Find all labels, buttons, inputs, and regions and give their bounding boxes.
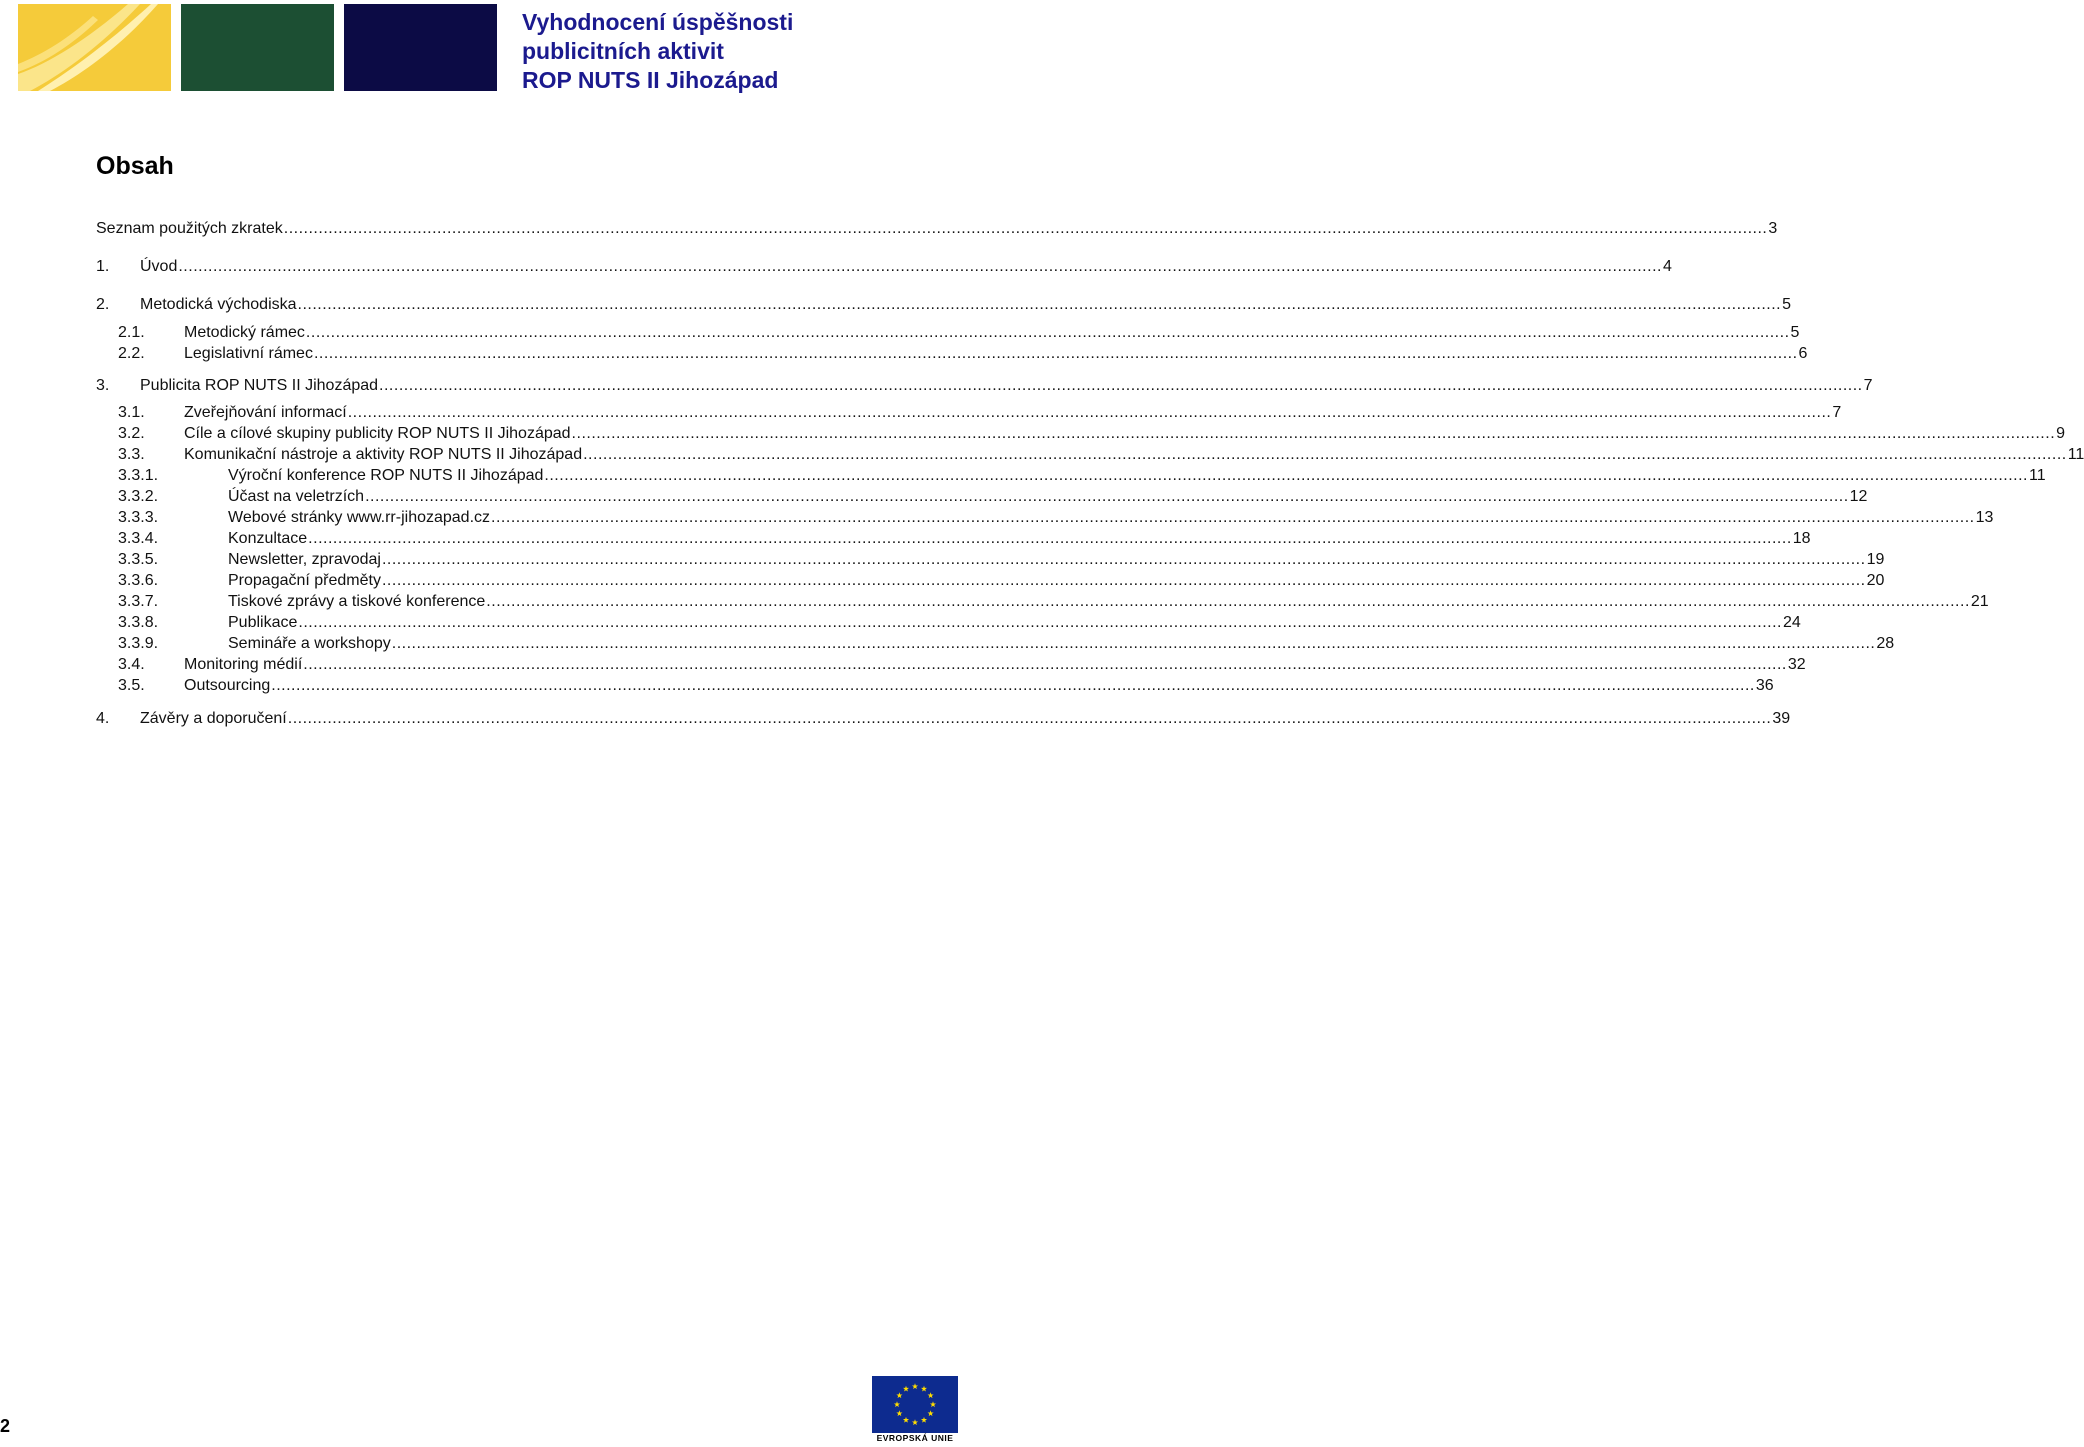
toc-entry-number: 3.3.6. (118, 572, 159, 589)
toc-leader-dots: ............................................................................................................................................................................................................................................................................................................ (391, 635, 1876, 652)
toc-entry[interactable] (96, 254, 1672, 276)
toc-entry[interactable] (118, 484, 1868, 506)
toc-entry-label: Legislativní rámec (184, 345, 313, 362)
toc-entry-page: 32 (1787, 656, 1806, 673)
toc-entry-page: 13 (1975, 509, 1994, 526)
toc-entry-page: 7 (1832, 404, 1842, 421)
toc-entry[interactable] (118, 526, 1811, 548)
toc-entry-label: Konzultace (228, 530, 308, 547)
toc-leader-dots: ............................................................................................................................................................................................................................................................................................................ (583, 446, 2067, 463)
toc-entry-number: 2. (96, 296, 110, 313)
title-line: ROP NUTS II Jihozápad (522, 67, 779, 93)
toc-entry-page: 3 (1768, 220, 1778, 237)
toc-entry-page: 24 (1782, 614, 1801, 631)
toc-leader-dots: ............................................................................................................................................................................................................................................................................................................ (298, 614, 1782, 631)
toc-leader-dots: ............................................................................................................................................................................................................................................................................................................ (571, 425, 2056, 442)
toc-entry-page: 12 (1849, 488, 1868, 505)
toc-leader-dots: ............................................................................................................................................................................................................................................................................................................ (486, 593, 1970, 610)
toc-entry-number: 3.3.3. (118, 509, 159, 526)
toc-entry-label: Komunikační nástroje a aktivity ROP NUTS II Jihozápad (184, 446, 583, 463)
toc-leader-dots: ............................................................................................................................................................................................................................................................................................................ (178, 258, 1662, 275)
toc-leader-dots: ............................................................................................................................................................................................................................................................................................................ (283, 220, 1768, 237)
toc-entry-page: 28 (1876, 635, 1895, 652)
toc-entry-number: 3.3.1. (118, 467, 159, 484)
toc-leader-dots: ............................................................................................................................................................................................................................................................................................................ (287, 710, 1772, 727)
toc-entry[interactable] (96, 292, 1792, 314)
toc-entry[interactable] (118, 505, 1994, 527)
toc-entry-number: 2.2. (118, 345, 145, 362)
toc-entry[interactable] (118, 547, 1885, 569)
toc-entry[interactable] (118, 442, 2084, 464)
eu-star-icon (921, 1386, 927, 1392)
toc-leader-dots: ............................................................................................................................................................................................................................................................................................................ (544, 467, 2028, 484)
toc-entry-page: 20 (1866, 572, 1885, 589)
toc-entry-page: 11 (2029, 467, 2046, 484)
eu-star-icon (930, 1401, 936, 1407)
eu-star-icon (903, 1386, 909, 1392)
toc-entry-number: 3.3.8. (118, 614, 159, 631)
toc-entry-label: Úvod (140, 258, 178, 275)
logo-swoosh-icon (18, 4, 171, 91)
toc-leader-dots: ............................................................................................................................................................................................................................................................................................................ (365, 488, 1849, 505)
toc-entry-page: 7 (1863, 377, 1873, 394)
eu-star-icon (903, 1417, 909, 1423)
toc-entry-page: 11 (2067, 446, 2084, 463)
toc-entry-number: 3.3.4. (118, 530, 159, 547)
title-line: Vyhodnocení úspěšnosti (522, 9, 794, 35)
toc-entry-number: 3.5. (118, 677, 145, 694)
toc-entry-page: 21 (1970, 593, 1989, 610)
page-number: 2 (0, 1416, 11, 1436)
toc-entry-label: Závěry a doporučení (140, 710, 287, 727)
toc-entry[interactable] (118, 400, 1842, 422)
toc-entry-page: 5 (1790, 324, 1800, 341)
toc-leader-dots: ............................................................................................................................................................................................................................................................................................................ (297, 296, 1782, 313)
eu-star-icon (896, 1392, 902, 1398)
eu-star-icon (896, 1410, 902, 1416)
toc-entry-page: 18 (1792, 530, 1811, 547)
toc-entry[interactable] (118, 610, 1801, 632)
toc-leader-dots: ............................................................................................................................................................................................................................................................................................................ (347, 404, 1832, 421)
toc-leader-dots: ............................................................................................................................................................................................................................................................................................................ (491, 509, 1975, 526)
toc-entry[interactable] (118, 652, 1806, 674)
eu-star-icon (894, 1401, 900, 1407)
toc-entry-number: 1. (96, 258, 110, 275)
toc-leader-dots: ............................................................................................................................................................................................................................................................................................................ (381, 551, 1866, 568)
toc-entry-number: 3.3.7. (118, 593, 159, 610)
eu-caption: EVROPSKÁ UNIE (876, 1433, 954, 1443)
header-navy-block (344, 4, 497, 91)
toc-entry-number: 3.4. (118, 656, 145, 673)
toc-leader-dots: ............................................................................................................................................................................................................................................................................................................ (305, 324, 1790, 341)
toc-entry-label: Newsletter, zpravodaj (228, 551, 381, 568)
toc-entry-number: 3.3.9. (118, 635, 159, 652)
toc-entry-label: Semináře a workshopy (228, 635, 391, 652)
header-logo-yellow-block (18, 4, 171, 91)
toc-entry-number: 3. (96, 377, 110, 394)
toc-entry-label: Zveřejňování informací (184, 404, 347, 421)
toc-entry[interactable] (118, 341, 1808, 363)
toc-entry-page: 5 (1782, 296, 1792, 313)
toc-leader-dots: ............................................................................................................................................................................................................................................................................................................ (313, 345, 1798, 362)
toc-entry-label: Metodický rámec (184, 324, 305, 341)
toc-entry-label: Výroční konference ROP NUTS II Jihozápad (228, 467, 544, 484)
toc-entry[interactable] (96, 706, 1791, 728)
toc-entry-label: Cíle a cílové skupiny publicity ROP NUTS II Jihozápad (184, 425, 571, 442)
toc-entry-label: Webové stránky www.rr-jihozapad.cz (228, 509, 491, 526)
toc-leader-dots: ............................................................................................................................................................................................................................................................................................................ (381, 572, 1866, 589)
toc-leader-dots: ............................................................................................................................................................................................................................................................................................................ (303, 656, 1787, 673)
toc-entry[interactable] (118, 568, 1885, 590)
toc-entry-label: Monitoring médií (184, 656, 303, 673)
eu-star-icon (921, 1417, 927, 1423)
toc-heading: Obsah (96, 152, 174, 180)
toc-entry-number: 4. (96, 710, 110, 727)
toc-entry-label: Seznam použitých zkratek (96, 220, 283, 237)
toc-entry-label: Publikace (228, 614, 298, 631)
toc-entry-number: 3.1. (118, 404, 145, 421)
toc-entry[interactable] (96, 216, 1778, 238)
toc-entry-page: 36 (1755, 677, 1774, 694)
eu-flag-icon (872, 1376, 958, 1433)
toc-entry[interactable] (118, 589, 1989, 611)
header-green-block (181, 4, 334, 91)
toc-entry-number: 3.3. (118, 446, 145, 463)
toc-entry[interactable] (118, 320, 1800, 342)
eu-star-icon (912, 1383, 918, 1389)
toc-entry[interactable] (118, 463, 2046, 485)
toc-entry[interactable] (118, 421, 2066, 443)
toc-entry-number: 3.3.2. (118, 488, 159, 505)
toc-entry-page: 9 (2056, 425, 2066, 442)
toc-leader-dots: ............................................................................................................................................................................................................................................................................................................ (308, 530, 1792, 547)
eu-star-icon (912, 1419, 918, 1425)
eu-star-icon (928, 1410, 934, 1416)
document-title (522, 8, 952, 95)
toc-entry-label: Tiskové zprávy a tiskové konference (228, 593, 486, 610)
toc-entry-page: 19 (1866, 551, 1885, 568)
toc-entry-page: 39 (1772, 710, 1791, 727)
toc-entry-label: Účast na veletrzích (228, 488, 365, 505)
toc-entry-page: 4 (1662, 258, 1672, 275)
toc-entry-page: 6 (1798, 345, 1808, 362)
toc-entry-number: 3.2. (118, 425, 145, 442)
toc-entry[interactable] (118, 631, 1895, 653)
toc-entry-label: Propagační předměty (228, 572, 381, 589)
toc-leader-dots: ............................................................................................................................................................................................................................................................................................................ (379, 377, 1863, 394)
toc-entry-label: Metodická východiska (140, 296, 297, 313)
toc-entry[interactable] (96, 373, 1873, 395)
toc-entry-label: Outsourcing (184, 677, 271, 694)
toc-entry-number: 2.1. (118, 324, 145, 341)
toc-entry-number: 3.3.5. (118, 551, 159, 568)
eu-star-icon (928, 1392, 934, 1398)
title-line: publicitních aktivit (522, 38, 724, 64)
toc-entry-label: Publicita ROP NUTS II Jihozápad (140, 377, 379, 394)
toc-entry[interactable] (118, 673, 1774, 695)
toc-leader-dots: ............................................................................................................................................................................................................................................................................................................ (271, 677, 1755, 694)
